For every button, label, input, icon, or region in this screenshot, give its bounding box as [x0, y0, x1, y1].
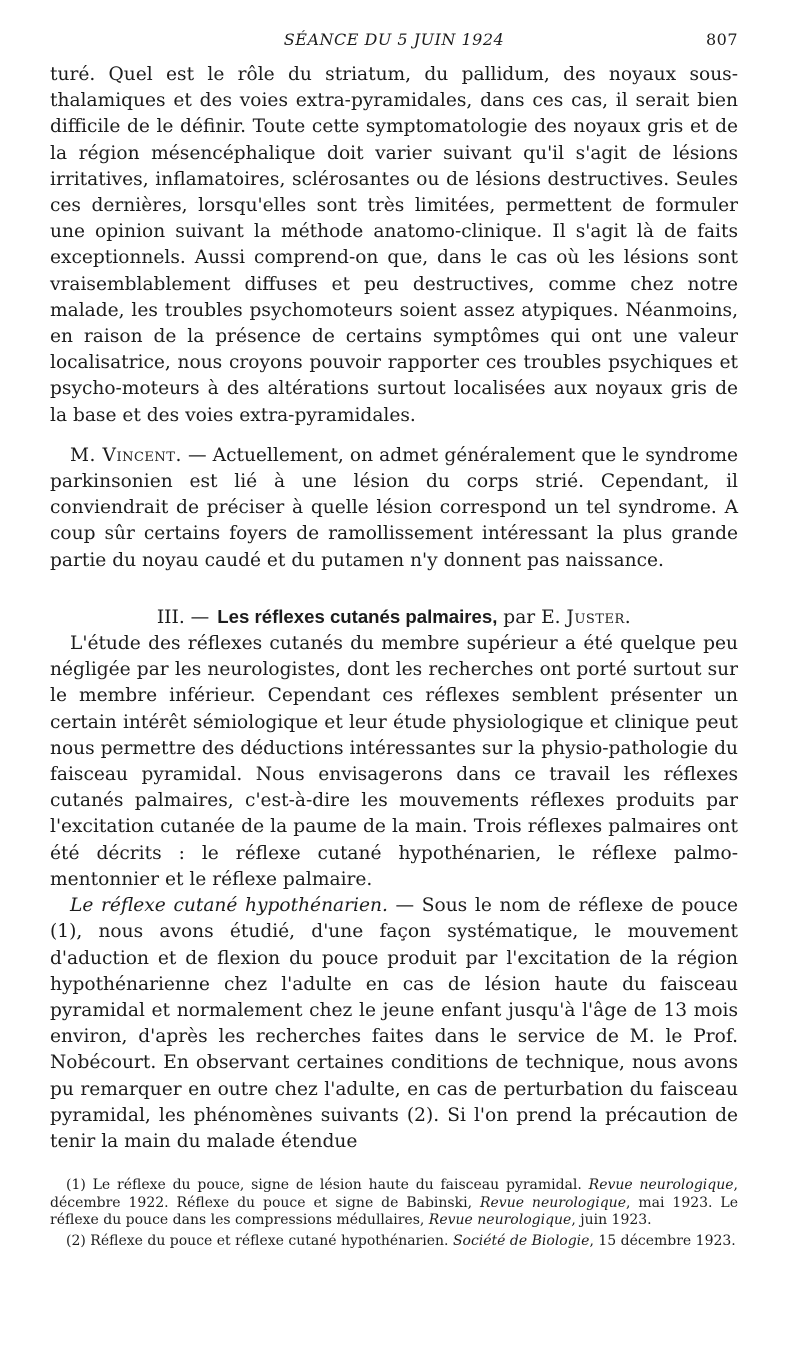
footnote-2-text-a: (2) Réflexe du pouce et réflexe cutané hypothénarien.	[66, 1232, 453, 1249]
paragraph-vincent	[50, 443, 738, 574]
paragraph-continuation: turé. Quel est le rôle du striatum, du pallidum, des noyaux sous-thalamiques et des voies extra-pyramidales, dans ces cas, il serait bien difficile de le définir. Toute cette symptomatologie des noyaux gris et de la région mésencéphalique doit varier suivant qu'il s'agit de lésions irritatives, inflamatoires, sclérosantes ou de lésions destructives. Seules ces dernières, lorsqu'elles sont très limitées, permettent de formuler une opinion suivant la méthode anatomo-clinique. Il s'agit là de faits exceptionnels. Aussi comprend-on que, dans le cas où les lésions sont vraisemblablement diffuses et peu destructives, comme chez notre malade, les troubles psychomoteurs soient assez atypiques. Néanmoins, en raison de la présence de certains symptômes qui ont une valeur localisatrice, nous croyons pouvoir rapporter ces troubles psychiques et psycho-moteurs à des altérations surtout localisées aux noyaux gris de la base et des voies extra-pyramidales.	[50, 64, 738, 426]
footnote-1-journal-c: Revue neurologique	[428, 1212, 572, 1229]
footnotes	[50, 1177, 738, 1250]
vincent-text: — Actuellement, on admet généralement que le syndrome parkinsonien est lié à une lésion du corps strié. Cependant, il conviendrait de préciser à quelle lésion correspond un tel syndrome. A coup sûr certains foyers de ramollissement intéressant la plus grande partie du noyau caudé et du putamen n'y donnent pas naissance.	[50, 444, 738, 571]
footnote-2-journal: Société de Biologie	[452, 1232, 590, 1249]
paragraph-intro: L'étude des réflexes cutanés du membre supérieur a été quelque peu négligée par les neurologistes, dont les recherches ont porté surtout sur le membre inférieur. Cependant ces réflexes semblent présenter un certain intérêt sémiologique et leur étude physiologique et clinique peut nous permettre des déductions intéressantes sur la physio-pathologie du faisceau pyramidal. Nous envisagerons dans ce travail les réflexes cutanés palmaires, c'est-à-dire les mouvements réflexes produits par l'excitation cutanée de la paume de la main. Trois réflexes palmaires ont été décrits : le réflexe cutané hypothénarien, le réflexe palmo-mentonnier et le réflexe palmaire.	[50, 633, 738, 890]
body-text	[50, 62, 738, 1155]
paragraph-hypothenar	[50, 893, 738, 1155]
section-title: Les réflexes cutanés palmaires,	[217, 605, 498, 627]
speaker-name: M. Vincent.	[70, 444, 182, 466]
footnote-1-text-b: , décembre 1922. Réflexe du pouce et signe de Babinski,	[50, 1177, 738, 1211]
running-head: SÉANCE DU 5 JUIN 1924	[283, 30, 505, 49]
footnote-1	[50, 1177, 738, 1230]
footnote-2-text-b: , 15 décembre 1923.	[589, 1232, 736, 1249]
page-header	[50, 30, 738, 52]
subsection-lead: Le réflexe cutané hypothénarien.	[70, 895, 388, 917]
page	[50, 30, 738, 1251]
section-number: III. —	[156, 606, 210, 628]
page-number: 807	[705, 30, 738, 49]
section-heading	[50, 604, 738, 631]
footnote-1-text-a: (1) Le réflexe du pouce, signe de lésion haute du faisceau pyramidal.	[66, 1177, 589, 1194]
footnote-1-text-c: , mai 1923. Le réflexe du pouce dans les compressions médullaires,	[50, 1194, 739, 1229]
footnote-1-journal-b: Revue neurologique	[479, 1194, 626, 1211]
footnote-2	[50, 1233, 738, 1251]
footnote-1-text-d: , juin 1923.	[571, 1212, 652, 1229]
footnote-1-journal-a: Revue neurologique	[588, 1177, 734, 1194]
section-author: Juster.	[566, 606, 632, 628]
hypothenar-text: — Sous le nom de réflexe de pouce (1), nous avons étudié, d'une façon systématique, le mouvement d'aduction et de flexion du pouce produit par l'excitation de la région hypothénarienne chez l'adulte en cas de lésion haute du faisceau pyramidal et normalement chez le jeune enfant jusqu'à l'âge de 13 mois environ, d'après les recherches faites dans le service de M. le Prof. Nobécourt. En observant certaines conditions de technique, nous avons pu remarquer en outre chez l'adulte, en cas de perturbation du faisceau pyramidal, les phénomènes suivants (2). Si l'on prend la précaution de tenir la main du malade étendue	[50, 895, 739, 1152]
section-author-prefix: par E.	[497, 606, 567, 628]
